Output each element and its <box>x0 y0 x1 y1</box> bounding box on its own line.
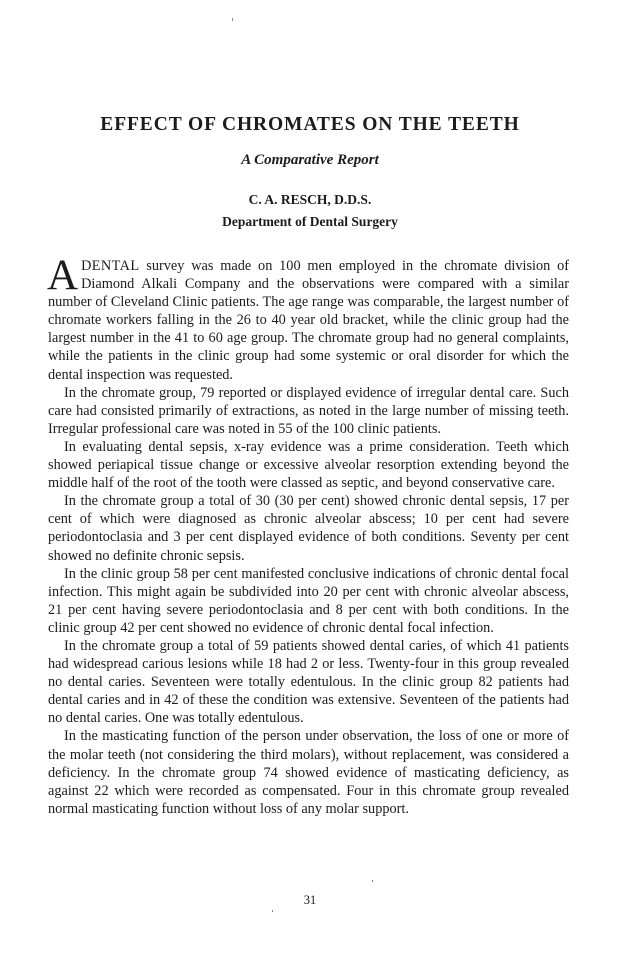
body-paragraph-5: In the clinic group 58 per cent manifested conclusive indications of chronic dental focal infection. This might again be subdivided into 20 per cent with chronic alveolar abscess, 21 per cent having severe periodontoclasia and 8 per cent with both conditions. In the clinic group 42 per cent showed no evidence of chronic dental focal infection. <box>48 565 569 636</box>
paragraph-text: survey was made on 100 men employed in the chromate division of Diamond Alkali Company and the observations were compared with a similar number of Cleveland Clinic patients. The age range was comparable, the largest number of chromate workers falling in the 26 to 40 year old bracket, while the clinic group had the largest number in the 41 to 60 age group. The chromate group had no general complaints, while the patients in the clinic group had some systemic or oral disorder for which the dental inspection was requested. <box>48 258 569 383</box>
opening-words: DENTAL <box>81 258 140 274</box>
drop-cap: A <box>47 252 79 299</box>
body-paragraph-6: In the chromate group a total of 59 patients showed dental caries, of which 41 patients had widespread carious lesions while 18 had 2 or less. Twenty-four in this group revealed no dental caries. Seventeen were totally edentulous. In the clinic group 82 patients had dental caries and in 42 of these the condition was extensive. Seventeen of the patients had no dental caries. One was totally edentulous. <box>48 637 569 727</box>
article-subtitle: A Comparative Report <box>241 152 379 168</box>
scan-speck <box>232 18 233 21</box>
author-department: Department of Dental Surgery <box>222 214 398 229</box>
body-paragraph-1 <box>47 252 569 384</box>
page-number: 31 <box>303 893 317 907</box>
body-paragraph-3: In evaluating dental sepsis, x-ray evidence was a prime consideration. Teeth which showed periapical tissue change or excessive alveolar resorption extending beyond the middle half of the root of the tooth were classed as septic, and beyond conservative care. <box>48 438 569 492</box>
article-author: C. A. RESCH, D.D.S. <box>248 192 372 207</box>
body-paragraph-4: In the chromate group a total of 30 (30 per cent) showed chronic dental sepsis, 17 per cent of which were diagnosed as chronic alveolar abscess; 10 per cent had severe periodontoclasia and 3 per cent displayed evidence of both conditions. Seventy per cent showed no definite chronic sepsis. <box>48 493 569 564</box>
scan-speck <box>272 910 273 912</box>
scan-speck <box>372 880 373 882</box>
article-title: EFFECT OF CHROMATES ON THE TEETH <box>100 114 520 135</box>
article-body <box>47 252 569 818</box>
body-paragraph-2: In the chromate group, 79 reported or displayed evidence of irregular dental care. Such care had consisted primarily of extractions, as noted in the large number of missing teeth. Irregular professional care was noted in 55 of the 100 clinic patients. <box>48 384 569 437</box>
body-paragraph-7: In the masticating function of the person under observation, the loss of one or more of the molar teeth (not considering the third molars), without replacement, was considered a deficiency. In the chromate group 74 showed evidence of masticating deficiency, as against 22 which were recorded as compensated. Four in this chromate group revealed normal masticating function without loss of any molar support. <box>48 728 569 817</box>
